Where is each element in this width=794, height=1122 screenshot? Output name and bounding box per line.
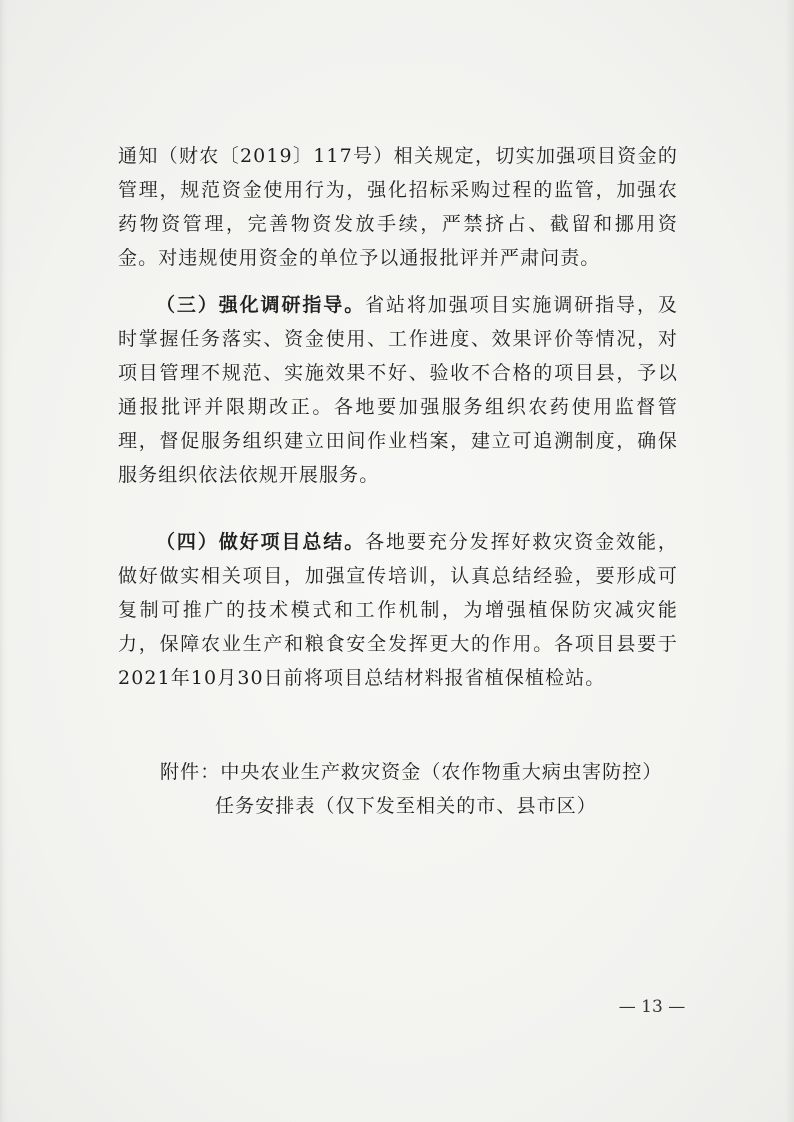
attachment-title-line1: 中央农业生产救灾资金（农作物重大病虫害防控） [220, 761, 663, 783]
section-research-guidance [118, 288, 678, 492]
section-project-summary [118, 525, 678, 695]
attachment-title-line2: 任务安排表（仅下发至相关的市、县市区） [215, 795, 597, 817]
section-4-paragraph [118, 525, 678, 695]
section-3-body: 省站将加强项目实施调研指导，及时掌握任务落实、资金使用、工作进度、效果评价等情况，对项目管理不规范、实施效果不好、验收不合格的项目县，予以通报批评并限期改正。各地要加强服务组织农药使用监督管理，督促服务组织建立田间作业档案，建立可追溯制度，确保服务组织依法依规开展服务。 [118, 294, 678, 486]
page-number: — 13 — [618, 997, 686, 1017]
attachment-note [160, 755, 700, 823]
section-4-body: 各地要充分发挥好救灾资金效能，做好做实相关项目，加强宣传培训，认真总结经验，要形成可复制可推广的技术模式和工作机制，为增强植保防灾减灾能力，保障农业生产和粮食安全发挥更大的作用。各项目县要于2021年10月30日前将项目总结材料报省植保植检站。 [118, 531, 678, 689]
section-3-heading: （三）强化调研指导。 [156, 294, 366, 316]
attachment-label: 附件： [160, 761, 221, 783]
paragraph-funds-management: 通知（财农〔2019〕117号）相关规定，切实加强项目资金的管理，规范资金使用行为，强化招标采购过程的监管，加强农药物资管理，完善物资发放手续，严禁挤占、截留和挪用资金。对违规使用资金的单位予以通报批评并严肃问责。 [118, 145, 678, 269]
section-4-heading: （四）做好项目总结。 [156, 531, 366, 553]
section-3-paragraph [118, 288, 678, 492]
body-text [118, 139, 678, 275]
